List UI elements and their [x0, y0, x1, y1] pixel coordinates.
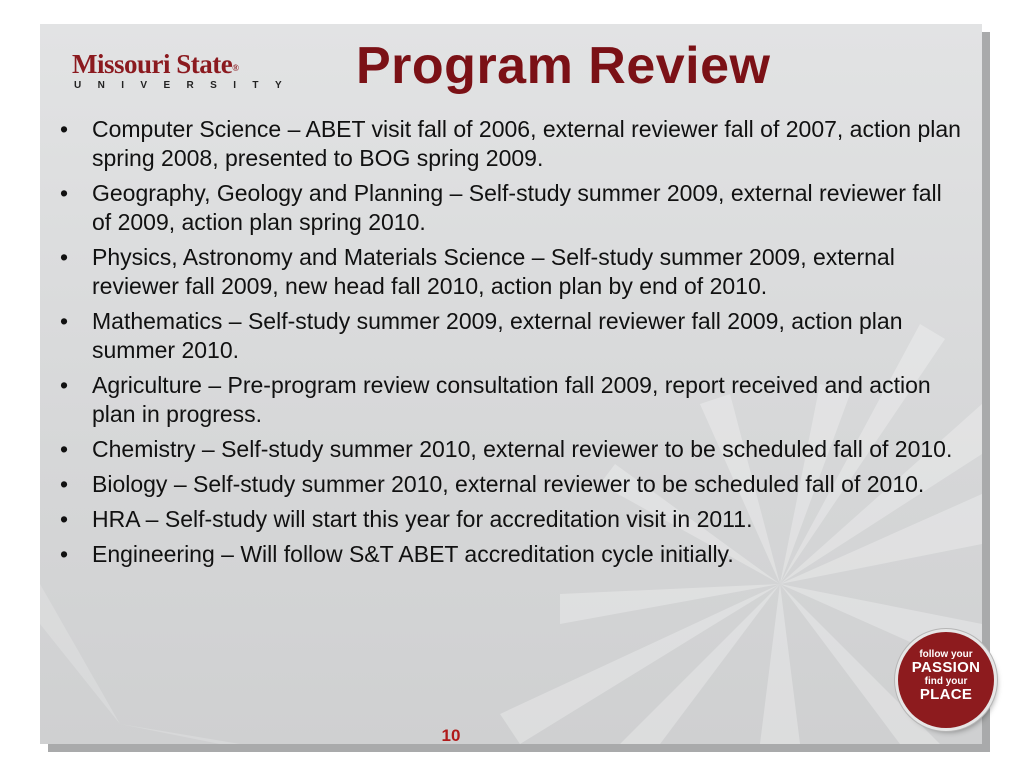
- list-item: • Computer Science – ABET visit fall of 2006, external reviewer fall of 2007, action plan spring 2008, presented to BOG spring 2009.: [60, 116, 961, 171]
- list-item: • Engineering – Will follow S&T ABET accreditation cycle initially.: [60, 541, 734, 567]
- list-item: • Chemistry – Self-study summer 2010, external reviewer to be scheduled fall of 2010.: [60, 436, 953, 462]
- bullet-icon: •: [60, 244, 69, 270]
- passion-place-badge: [898, 632, 994, 728]
- logo-wordmark: Missouri State®: [72, 49, 239, 79]
- badge-line-2: PASSION: [911, 659, 981, 676]
- slide-title: Program Review: [356, 37, 771, 95]
- bullet-icon: •: [60, 116, 69, 142]
- list-item: • Geography, Geology and Planning – Self-study summer 2009, external reviewer fall of 2009, action plan spring 2010.: [60, 180, 942, 235]
- bullet-icon: •: [60, 471, 69, 497]
- bullet-icon: •: [60, 372, 69, 398]
- missouri-state-logo: [72, 49, 299, 91]
- badge-line-3: find your: [924, 676, 968, 687]
- bullet-icon: •: [60, 541, 69, 567]
- list-item: • Agriculture – Pre-program review consultation fall 2009, report received and action plan in progress.: [60, 372, 931, 427]
- bullet-icon: •: [60, 308, 69, 334]
- bullet-icon: •: [60, 506, 69, 532]
- bullet-icon: •: [60, 436, 69, 462]
- list-item: • Biology – Self-study summer 2010, external reviewer to be scheduled fall of 2010.: [60, 471, 925, 497]
- badge-line-4: PLACE: [919, 686, 973, 703]
- logo-subtitle: UNIVERSITY: [74, 80, 299, 91]
- bullet-list: [56, 115, 966, 575]
- list-item: • Mathematics – Self-study summer 2009, external reviewer fall 2009, action plan summer 2010.: [60, 308, 903, 363]
- bullet-icon: •: [60, 180, 69, 206]
- list-item: • HRA – Self-study will start this year for accreditation visit in 2011.: [60, 506, 753, 532]
- badge-line-1: follow your: [919, 649, 973, 660]
- list-item: • Physics, Astronomy and Materials Science – Self-study summer 2009, external reviewer fall 2009, new head fall 2010, action plan by end of 2010.: [60, 244, 895, 299]
- page-number: 10: [441, 726, 461, 745]
